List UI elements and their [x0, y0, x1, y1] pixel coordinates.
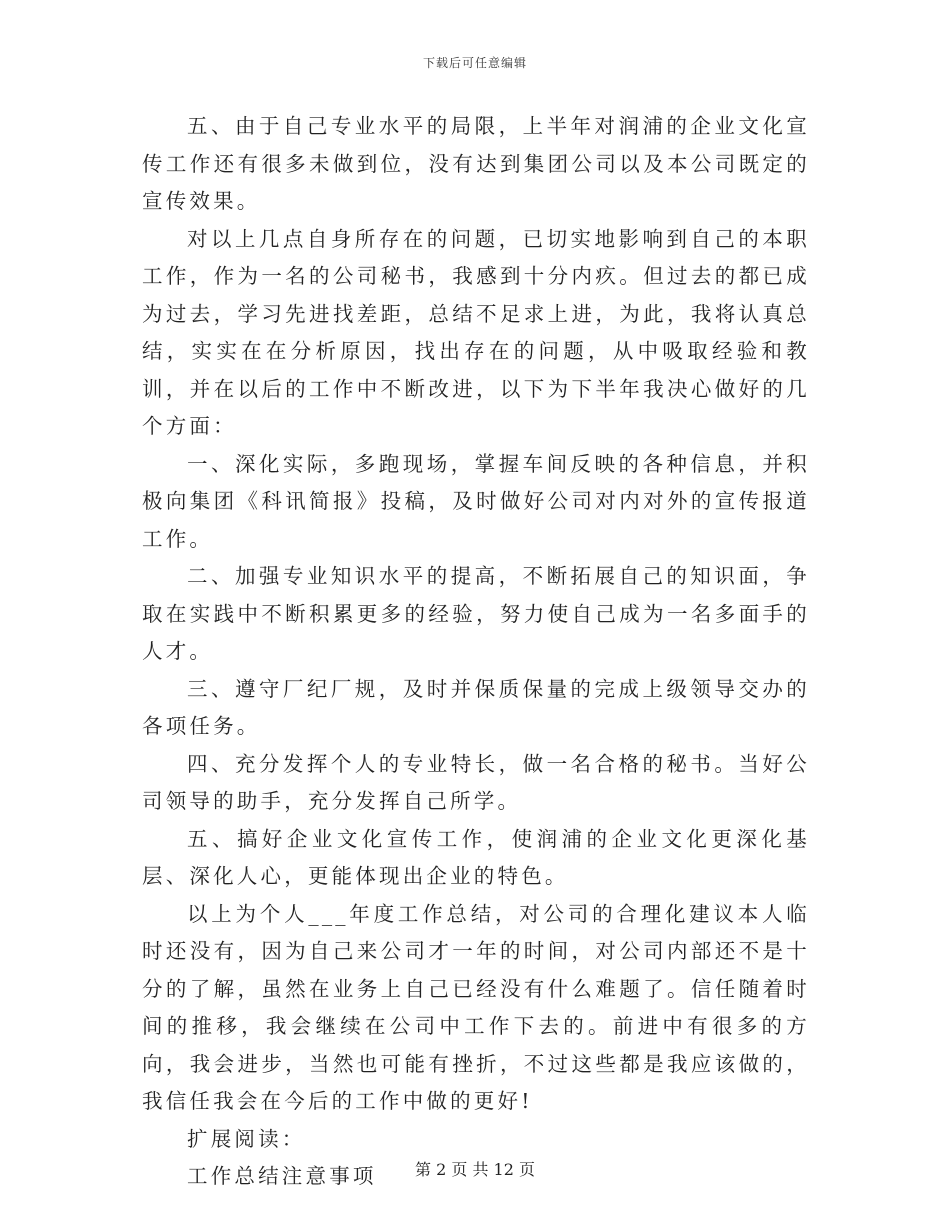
page-number-footer: 第 2 页 共 12 页: [415, 1160, 535, 1179]
paragraph-plan-3: 三、遵守厂纪厂规，及时并保质保量的完成上级领导交办的各项任务。: [142, 676, 810, 738]
paragraph-item-5-limitations: 五、由于自己专业水平的局限，上半年对润浦的企业文化宣传工作还有很多未做到位，没有达到集团公司以及本公司既定的宣传效果。: [142, 114, 810, 213]
extended-reading-title: 工作总结注意事项: [187, 1164, 377, 1188]
paragraph-reflection: 对以上几点自身所存在的问题，已切实地影响到自己的本职工作，作为一名的公司秘书，我感到十分内疚。但过去的都已成为过去，学习先进找差距，总结不足求上进，为此，我将认真总结，实实在在分析原因，找出存在的问题，从中吸取经验和教训，并在以后的工作中不断改进，以下为下半年我决心做好的几个方面：: [142, 226, 810, 438]
paragraph-conclusion: 以上为个人___年度工作总结，对公司的合理化建议本人临时还没有，因为自己来公司才一年的时间，对公司内部还不是十分的了解，虽然在业务上自己已经没有什么难题了。信任随着时间的推移，我会继续在公司中工作下去的。前进中有很多的方向，我会进步，当然也可能有挫折，不过这些都是我应该做的，我信任我会在今后的工作中做的更好!: [142, 901, 810, 1113]
page-header: 下载后可任意编辑: [422, 56, 527, 70]
paragraph-plan-1: 一、深化实际，多跑现场，掌握车间反映的各种信息，并积极向集团《科讯简报》投稿，及时做好公司对内对外的宣传报道工作。: [142, 451, 810, 551]
paragraph-plan-4: 四、充分发挥个人的专业特长，做一名合格的秘书。当好公司领导的助手，充分发挥自己所学。: [142, 751, 810, 813]
paragraph-plan-5: 五、搞好企业文化宣传工作，使润浦的企业文化更深化基层、深化人心，更能体现出企业的特色。: [142, 826, 810, 888]
document-body: [142, 108, 810, 1196]
extended-reading-heading: 扩展阅读：: [187, 1126, 306, 1151]
paragraph-plan-2: 二、加强专业知识水平的提高，不断拓展自己的知识面，争取在实践中不断积累更多的经验，努力使自己成为一名多面手的人才。: [142, 564, 810, 663]
